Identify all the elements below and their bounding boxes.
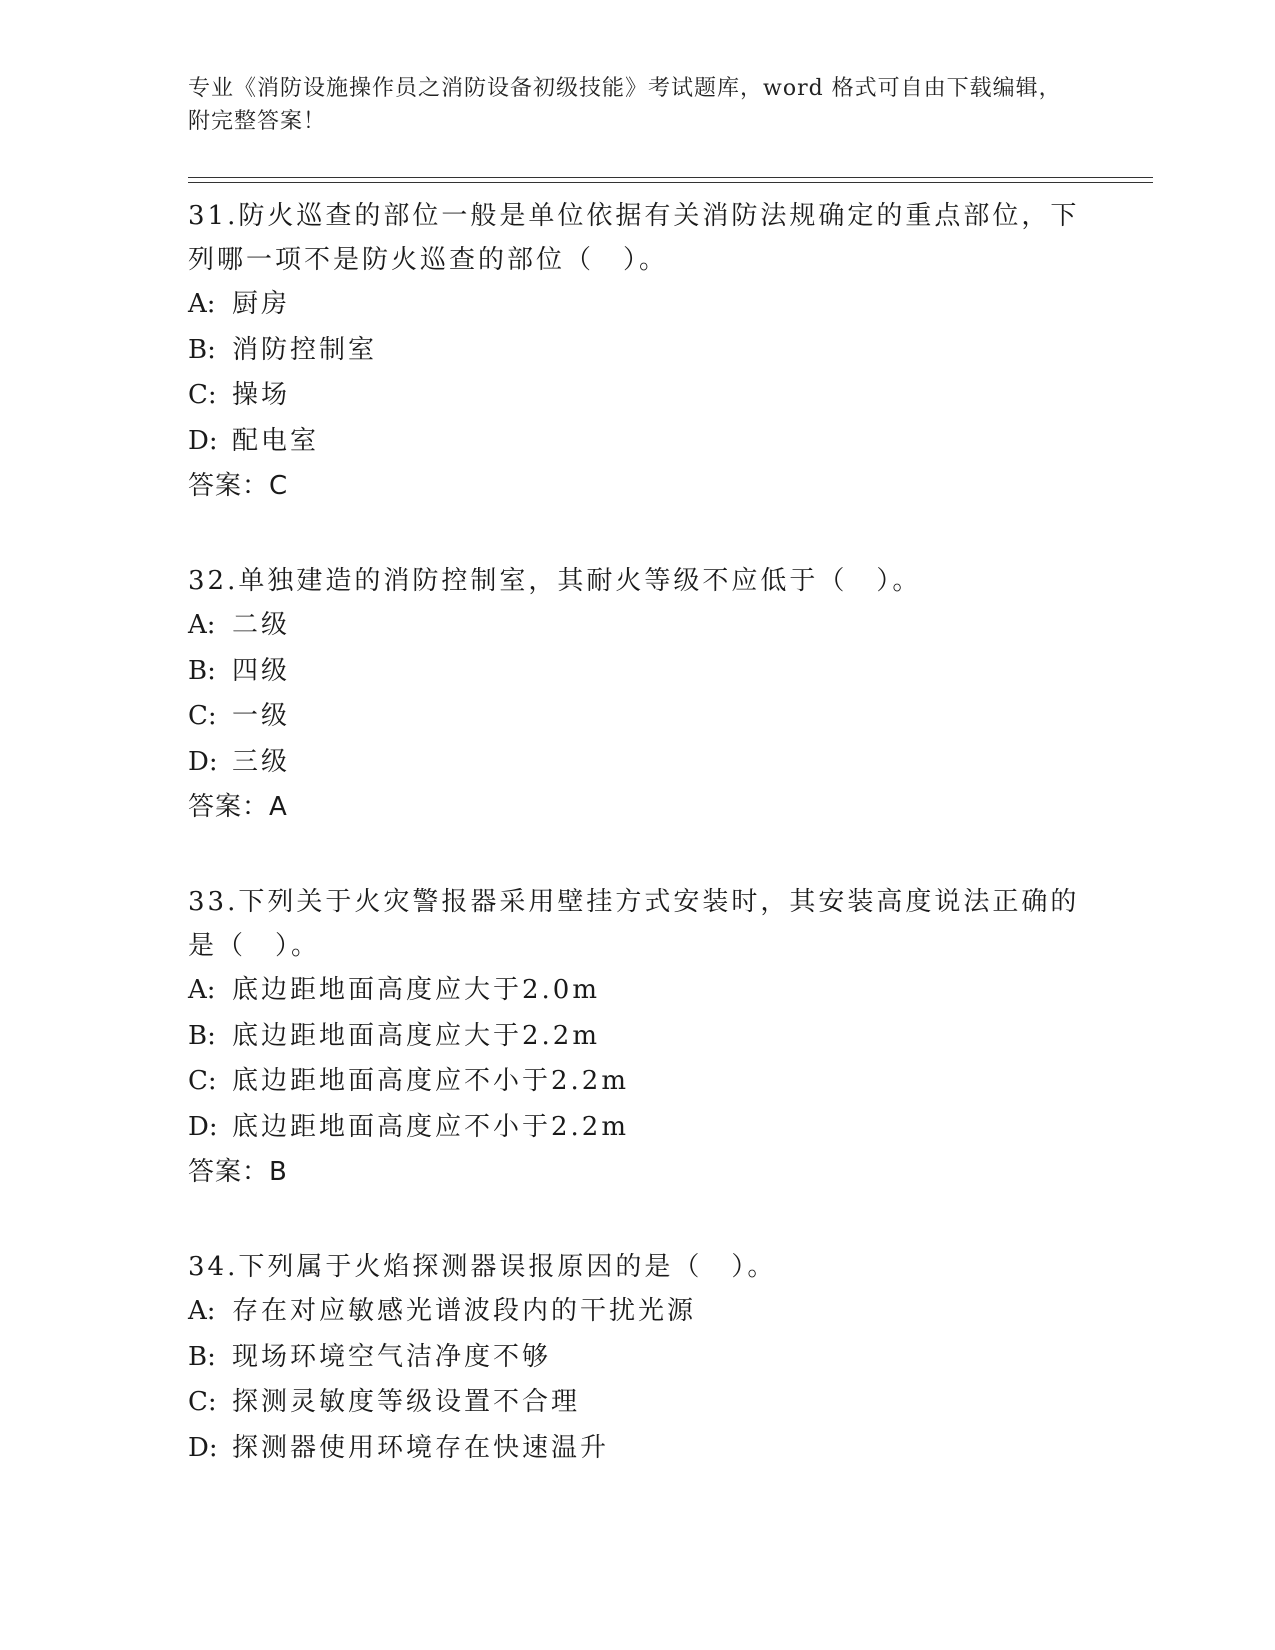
option-d xyxy=(188,419,1088,465)
question-33 xyxy=(188,876,1088,1195)
option-letter: D: xyxy=(188,746,218,777)
option-text: 存在对应敏感光谱波段内的干扰光源 xyxy=(232,1296,697,1326)
question-stem: 32.单独建造的消防控制室，其耐火等级不应低于（ ）。 xyxy=(188,566,922,596)
document-header: 专业《消防设施操作员之消防设备初级技能》考试题库，word 格式可自由下载编辑，附完整答案！ xyxy=(188,76,1062,134)
option-text: 操场 xyxy=(232,380,291,410)
question-stem: 34.下列属于火焰探测器误报原因的是（ ）。 xyxy=(188,1252,777,1282)
option-text: 一级 xyxy=(232,701,291,731)
option-b xyxy=(188,328,1088,374)
option-letter: D: xyxy=(188,1432,218,1463)
option-c xyxy=(188,694,1088,740)
option-text: 底边距地面高度应不小于2.2m xyxy=(232,1111,630,1142)
answer-line: 答案：B xyxy=(188,1157,288,1187)
question-32 xyxy=(188,555,1088,830)
option-d xyxy=(188,1105,1088,1151)
option-text: 四级 xyxy=(232,655,291,686)
option-text: 底边距地面高度应大于2.2m xyxy=(232,1020,601,1051)
option-a xyxy=(188,282,1088,328)
question-stem: 33.下列关于火灾警报器采用壁挂方式安装时，其安装高度说法正确的是（ ）。 xyxy=(188,887,1080,961)
option-text: 厨房 xyxy=(232,289,291,319)
option-letter: C: xyxy=(188,380,217,410)
option-a xyxy=(188,1289,1088,1335)
option-c xyxy=(188,1380,1088,1426)
option-b xyxy=(188,1335,1088,1381)
question-stem: 31.防火巡查的部位一般是单位依据有关消防法规确定的重点部位，下列哪一项不是防火巡查的部位（ ）。 xyxy=(188,201,1080,275)
option-d xyxy=(188,740,1088,786)
option-letter: B: xyxy=(188,1341,216,1372)
option-d xyxy=(188,1426,1088,1472)
option-text: 现场环境空气洁净度不够 xyxy=(232,1341,552,1372)
option-text: 底边距地面高度应大于2.0m xyxy=(232,975,601,1005)
option-letter: C: xyxy=(188,1066,217,1096)
option-a xyxy=(188,603,1088,649)
option-letter: B: xyxy=(188,334,216,365)
option-b xyxy=(188,1014,1088,1060)
option-text: 消防控制室 xyxy=(232,334,378,365)
option-a xyxy=(188,968,1088,1014)
option-text: 探测灵敏度等级设置不合理 xyxy=(232,1387,581,1417)
option-c xyxy=(188,1059,1088,1105)
option-letter: B: xyxy=(188,655,216,686)
option-text: 探测器使用环境存在快速温升 xyxy=(232,1432,610,1463)
option-letter: A: xyxy=(188,975,216,1005)
option-text: 底边距地面高度应不小于2.2m xyxy=(232,1066,630,1096)
option-letter: C: xyxy=(188,1387,217,1417)
option-letter: D: xyxy=(188,425,218,456)
option-letter: D: xyxy=(188,1111,218,1142)
option-text: 二级 xyxy=(232,610,291,640)
option-b xyxy=(188,649,1088,695)
answer-line: 答案：A xyxy=(188,792,288,822)
question-34 xyxy=(188,1241,1088,1471)
option-letter: C: xyxy=(188,701,217,731)
option-letter: A: xyxy=(188,610,216,640)
option-c xyxy=(188,373,1088,419)
option-letter: A: xyxy=(188,1296,216,1326)
option-text: 配电室 xyxy=(232,425,320,456)
option-letter: B: xyxy=(188,1020,216,1051)
header-rule-bottom xyxy=(188,182,1153,183)
answer-line: 答案：C xyxy=(188,471,289,501)
question-list xyxy=(188,190,1088,1517)
option-letter: A: xyxy=(188,289,216,319)
option-text: 三级 xyxy=(232,746,291,777)
header-rule-top xyxy=(188,177,1153,178)
question-31 xyxy=(188,190,1088,509)
